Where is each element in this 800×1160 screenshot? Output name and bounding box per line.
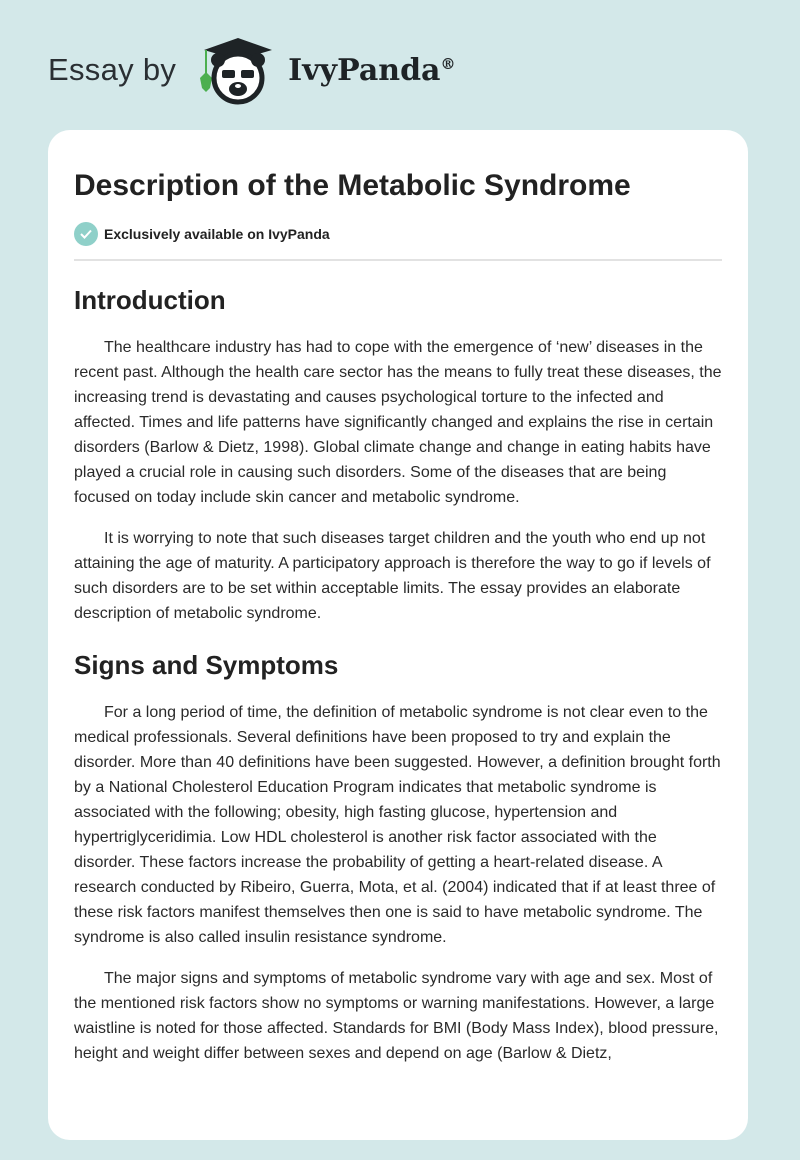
check-icon bbox=[74, 222, 98, 246]
divider bbox=[74, 259, 722, 261]
page-title: Description of the Metabolic Syndrome bbox=[74, 169, 631, 202]
section-heading: Signs and Symptoms bbox=[74, 650, 339, 680]
essay-by-label: Essay by bbox=[48, 52, 177, 87]
paragraph: It is worrying to note that such diseases target children and the youth who end up not attaining the age of maturity. A participatory approach is therefore the way to go if levels of such disorders are to be set within acceptable limits. The essay provides an elaborate description of metabolic syndrome. bbox=[74, 530, 711, 622]
paragraph: For a long period of time, the definition of metabolic syndrome is not clear even to the medical professionals. Several definitions have been proposed to try and explain the disorder. More than 40 definitions have been suggested. However, a definition brought forth by a National Cholesterol Education Program indicates that metabolic syndrome is associated with the following; obesity, high fasting glucose, hypertension and hypertriglyceridimia. Low HDL cholesterol is another risk factor associated with the disorder. These factors increase the probability of getting a heart-related disease. A research conducted by Ribeiro, Guerra, Mota, et al. (2004) indicated that if at least three of these risk factors manifest themselves then one is said to have metabolic syndrome. The syndrome is also called insulin resistance syndrome. bbox=[74, 704, 721, 946]
section-heading: Introduction bbox=[74, 285, 226, 315]
exclusive-label: Exclusively available on IvyPanda bbox=[104, 226, 330, 242]
brand-name[interactable]: IvyPanda® bbox=[288, 52, 456, 88]
exclusive-badge bbox=[74, 222, 722, 246]
paragraph: The healthcare industry has had to cope with the emergence of ‘new’ diseases in the recent past. Although the health care sector has the means to fully treat these diseases, the increasing trend is devastating and causes psychological torture to the infected and affected. Times and life patterns have significantly changed and explains the rise in certain disorders (Barlow & Dietz, 1998). Global climate change and change in eating habits have played a crucial role in causing such disorders. Some of the diseases that are being focused on today include skin cancer and metabolic syndrome. bbox=[74, 339, 722, 506]
site-header bbox=[48, 34, 456, 106]
paragraph: The major signs and symptoms of metabolic syndrome vary with age and sex. Most of the mentioned risk factors show no symptoms or warning manifestations. However, a large waistline is noted for those affected. Standards for BMI (Body Mass Index), blood pressure, height and weight differ between sexes and depend on age (Barlow & Dietz, bbox=[74, 970, 719, 1062]
ivypanda-logo-icon[interactable] bbox=[194, 34, 284, 106]
essay-card bbox=[48, 130, 748, 1140]
